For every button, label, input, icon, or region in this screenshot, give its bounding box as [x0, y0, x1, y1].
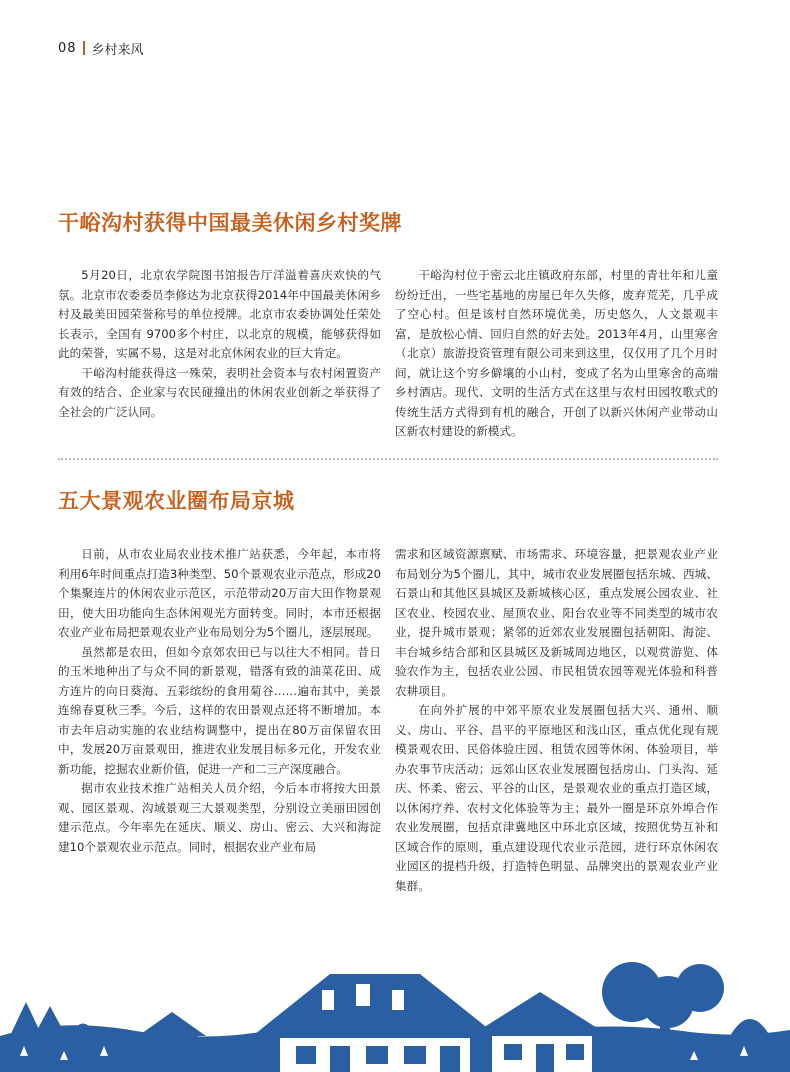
paragraph: 5月20日，北京农学院图书馆报告厅洋溢着喜庆欢快的气氛。北京市农委委员李修达为北京获得2014年中国最美休闲乡村及最美田园荣誉称号的单位授牌。北京市农委协调处任荣处长表示，全国有 9700多个村庄，以北京的规模，能够获得如此的荣誉，实属不易，这是对北京休闲农业的巨大肯定。	[58, 268, 381, 360]
article-1-left-column	[58, 266, 381, 442]
article-2-left-column	[58, 545, 381, 896]
paragraph: 干峪沟村能获得这一殊荣，表明社会资本与农村闲置资产有效的结合、企业家与农民碰撞出的休闲农业创新之举获得了全社会的广泛认同。	[58, 365, 381, 419]
page-header	[58, 37, 144, 59]
paragraph: 虽然都是农田，但如今京郊农田已与以往大不相同。昔日的玉米地种出了与众不同的新景观，错落有致的油菜花田、成方连片的向日葵海、五彩缤纷的食用菊谷……遍布其中，美景连绵春夏秋三季。今后，这样的农田景观点还将不断增加。本市去年启动实施的农业结构调整中，提出在80万亩保留农田中，发展20万亩景观田，推进农业发展目标多元化，开发农业新功能，挖掘农业新价值，促进一产和二三产深度融合。	[58, 644, 381, 776]
article-2-right-column	[395, 545, 718, 896]
article-1-title: 干峪沟村获得中国最美休闲乡村奖牌	[58, 210, 402, 235]
article-1-right-column	[395, 266, 718, 442]
section-title: 乡村来风	[91, 42, 144, 58]
section-divider	[58, 458, 718, 460]
paragraph: 据市农业技术推广站相关人员介绍，今后本市将按大田景观、园区景观、沟域景观三大景观类型，分别设立美丽田园创建示范点。今年率先在延庆、顺义、房山、密云、大兴和海淀建10个景观农业示范点。同时，根据农业产业布局	[58, 781, 381, 854]
paragraph: 需求和区域资源禀赋、市场需求、环境容量，把景观农业产业布局划分为5个圈儿，其中，城市农业发展圈包括东城、西城、石景山和其他区县城区及新城核心区，重点发展公园农业、社区农业、校园农业、屋顶农业、阳台农业等不同类型的城市农业，提升城市景观；紧邻的近郊农业发展圈包括朝阳、海淀、丰台城乡结合部和区县城区及新城周边地区，以观赏游览、体验农作为主，包括农业公园、市民租赁农园等观光体验和科普农耕项目。	[395, 547, 718, 698]
header-divider	[83, 41, 85, 55]
paragraph: 干峪沟村位于密云北庄镇政府东部，村里的青壮年和儿童纷纷迁出，一些宅基地的房屋已年久失修，废弃荒芜，几乎成了空心村。但是该村自然环境优美，历史悠久，人文景观丰富，是放松心情、回归自然的好去处。2013年4月，山里寒舍（北京）旅游投资管理有限公司来到这里，仅仅用了几个月时间，就让这个穷乡僻壤的小山村，变成了名为山里寒舍的高端乡村酒店。现代、文明的生活方式在这里与农村田园牧歌式的传统生活方式得到有机的融合，开创了以新兴休闲产业带动山区新农村建设的新模式。	[395, 268, 718, 438]
article-2-title: 五大景观农业圈布局京城	[58, 488, 295, 513]
paragraph: 在向外扩展的中郊平原农业发展圈包括大兴、通州、顺义、房山、平谷、昌平的平原地区和浅山区，重点优化现有规模景观农田、民俗体验庄园、租赁农园等休闲、体验项目，举办农事节庆活动；远郊山区农业发展圈包括房山、门头沟、延庆、怀柔、密云、平谷的山区，是景观农业的重点打造区域，以休闲疗养、农村文化体验等为主；最外一圈是环京外埠合作农业发展圈，包括京津冀地区中环北京区域，按照优势互补和区域合作的原则，重点建设现代农业示范园，进行环京休闲农业园区的提档升级，打造特色明显、品牌突出的景观农业产业集群。	[395, 703, 718, 893]
page-number: 08	[58, 40, 77, 56]
article-2	[58, 485, 718, 896]
village-illustration	[0, 932, 790, 1072]
article-1	[58, 207, 718, 442]
paragraph: 日前，从市农业局农业技术推广站获悉，今年起，本市将利用6年时间重点打造3种类型、50个景观农业示范点，形成20个集聚连片的休闲农业示范区，示范带动20万亩大田作物景观田，使大田功能向生态休闲观光方面转变。同时，本市还根据农业产业布局把景观农业产业布局划分为5个圈儿，逐层展现。	[58, 547, 381, 639]
